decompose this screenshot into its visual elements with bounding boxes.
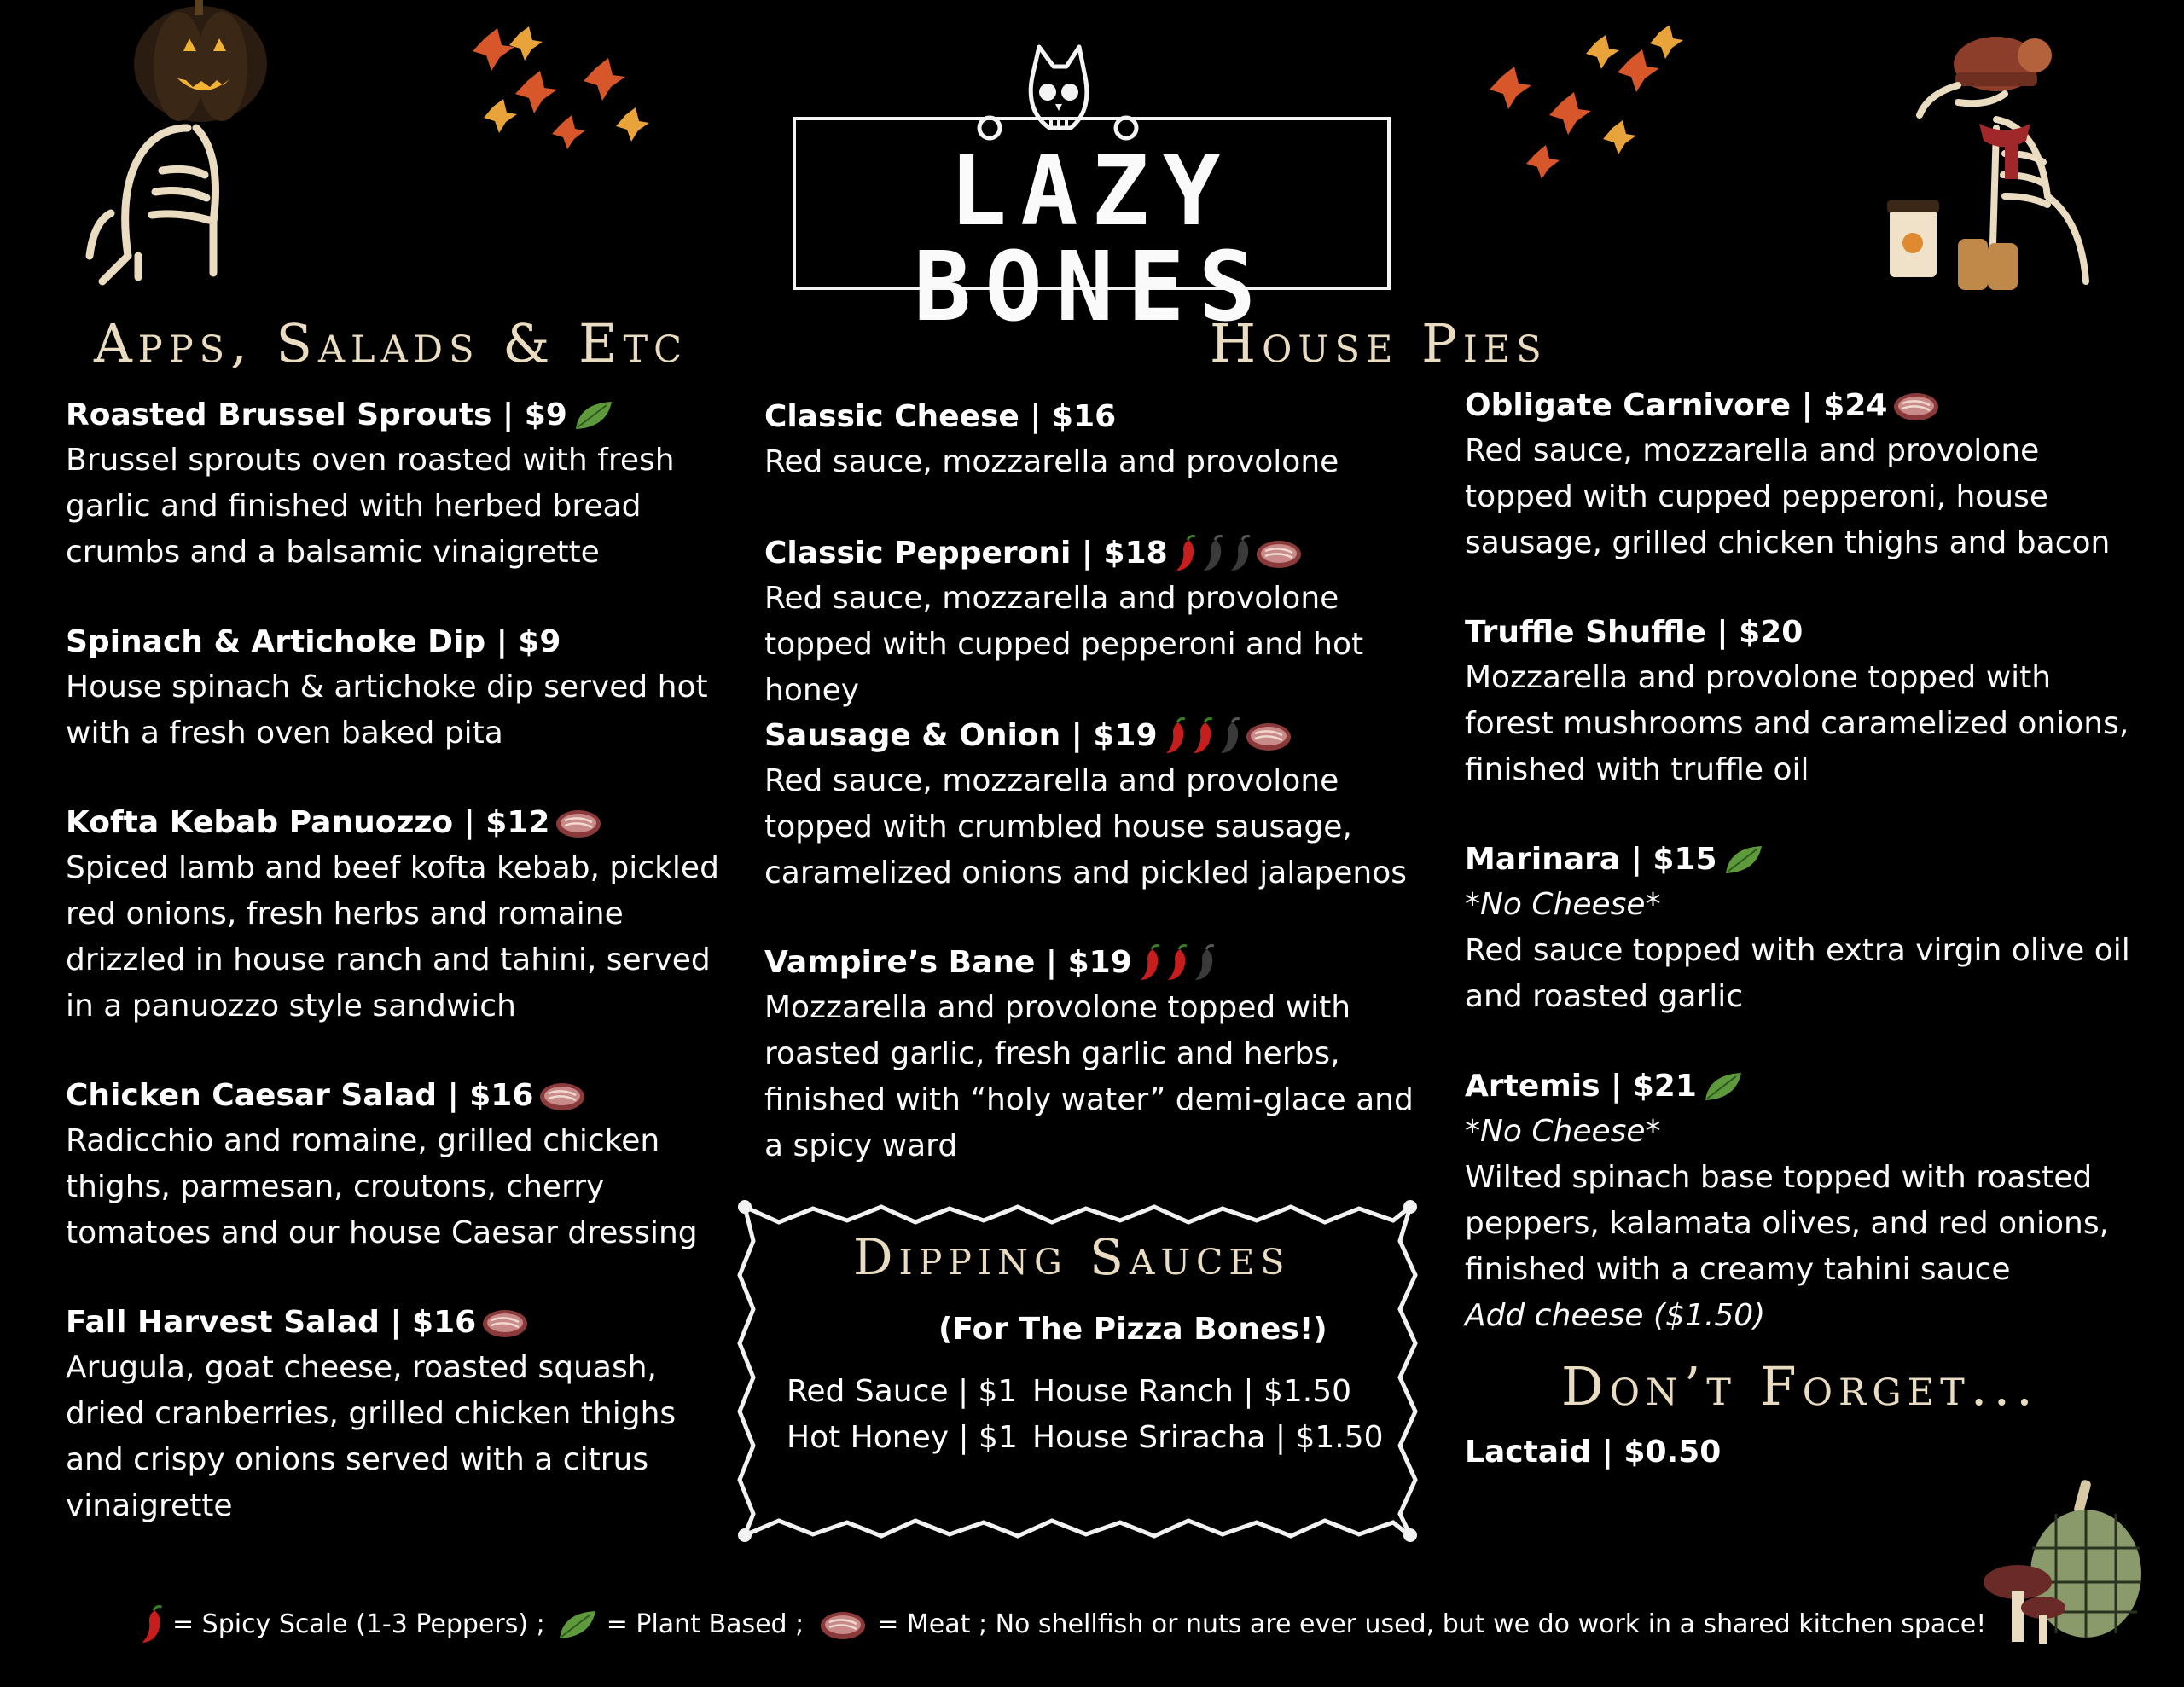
item-title: Artemis | $21 <box>1465 1069 1697 1104</box>
chili-pepper-icon <box>136 1605 167 1644</box>
meat-icon <box>538 1080 586 1112</box>
item-title: Classic Pepperoni | $18 <box>764 536 1168 571</box>
menu-item-marinara <box>1465 838 2139 1064</box>
pumpkin-mushroom-illustration <box>1979 1463 2150 1650</box>
menu-item-sausage-onion <box>764 714 1438 941</box>
item-title: Vampire’s Bane | $19 <box>764 945 1132 980</box>
menu-item-spinach-dip <box>66 620 731 801</box>
item-description: Brussel sprouts oven roasted with fresh garlic and finished with herbed bread crumbs and a balsamic vinaigrette <box>66 443 675 570</box>
legend-spicy-text: = Spicy Scale (1-3 Peppers) ; <box>172 1609 545 1639</box>
house-pies-section-title: House Pies <box>1210 312 1548 374</box>
menu-item-fall-harvest <box>66 1301 731 1529</box>
apps-column <box>66 393 731 1529</box>
item-description: Spiced lamb and beef kofta kebab, pickled red onions, fresh herbs and romaine drizzled in house ranch and tahini, served in a panuozzo style sandwich <box>66 850 719 1023</box>
item-note: *No Cheese* <box>1465 1114 1661 1149</box>
sauce-item: Red Sauce | $1 <box>787 1374 1018 1409</box>
item-title: Truffle Shuffle | $20 <box>1465 615 1804 650</box>
item-title: Marinara | $15 <box>1465 842 1717 877</box>
sauce-list-left <box>787 1369 1018 1461</box>
pies-column-left <box>764 395 1438 1169</box>
chili-pepper-icon <box>1163 717 1188 755</box>
legend-plant-text: = Plant Based ; <box>606 1609 804 1639</box>
meat-icon <box>1245 720 1292 752</box>
item-title: Kofta Kebab Panuozzo | $12 <box>66 805 550 840</box>
item-title: Classic Cheese | $16 <box>764 399 1117 434</box>
logo-title: LAZY BONES <box>913 136 1270 343</box>
item-description: Red sauce, mozzarella and provolone <box>764 444 1339 479</box>
sauce-item: House Sriracha | $1.50 <box>1032 1420 1384 1455</box>
item-description: Red sauce topped with extra virgin olive oil and roasted garlic <box>1465 933 2130 1014</box>
apps-section-title: Apps, Salads & Etc <box>94 312 688 374</box>
menu-item-obligate-carnivore <box>1465 384 2139 611</box>
leaf-icon <box>572 398 615 432</box>
dipping-sauces-subtitle: (For The Pizza Bones!) <box>938 1312 1327 1347</box>
autumn-leaves-illustration <box>468 21 664 171</box>
chili-pepper-icon <box>1165 944 1190 982</box>
menu-item-truffle-shuffle <box>1465 611 2139 838</box>
leaf-icon <box>1722 843 1765 877</box>
cozy-skeleton-dog-illustration <box>1877 26 2107 299</box>
chili-pepper-outline-icon <box>1217 717 1243 755</box>
item-addon: Add cheese ($1.50) <box>1465 1298 1766 1333</box>
meat-icon <box>1255 537 1303 570</box>
chili-pepper-icon <box>1190 717 1216 755</box>
dont-forget-section-title: Don’t Forget... <box>1561 1355 2039 1417</box>
menu-item-classic-cheese <box>764 395 1438 531</box>
item-description: Arugula, goat cheese, roasted squash, dried cranberries, grilled chicken thighs and crispy onions served with a citrus vinaigrette <box>66 1350 677 1523</box>
leaf-icon <box>1702 1070 1745 1104</box>
item-description: Red sauce, mozzarella and provolone topped with cupped pepperoni, house sausage, grilled chicken thighs and bacon <box>1465 433 2111 560</box>
dipping-sauces-title: Dipping Sauces <box>853 1228 1291 1286</box>
item-title: Sausage & Onion | $19 <box>764 718 1158 753</box>
item-description: House spinach & artichoke dip served hot with a fresh oven baked pita <box>66 670 708 751</box>
item-description: Red sauce, mozzarella and provolone topped with cupped pepperoni and hot honey <box>764 581 1364 708</box>
lactaid-item: Lactaid | $0.50 <box>1465 1435 1722 1470</box>
chili-pepper-icon <box>1173 535 1199 572</box>
item-description: Wilted spinach base topped with roasted peppers, kalamata olives, and red onions, finished with a creamy tahini sauce <box>1465 1160 2110 1287</box>
logo-frame <box>793 117 1391 343</box>
chili-pepper-icon <box>1137 944 1163 982</box>
item-description: Red sauce, mozzarella and provolone topped with crumbled house sausage, caramelized onions and pickled jalapenos <box>764 763 1407 890</box>
legend-meat-text: = Meat ; No shellfish or nuts are ever used, but we do work in a shared kitchen space! <box>877 1609 1987 1639</box>
meat-icon <box>481 1307 529 1339</box>
item-title: Roasted Brussel Sprouts | $9 <box>66 397 567 432</box>
autumn-leaves-illustration-right <box>1484 26 1689 179</box>
sauce-item: Hot Honey | $1 <box>787 1420 1018 1455</box>
menu-item-chicken-caesar <box>66 1074 731 1301</box>
sauce-item: House Ranch | $1.50 <box>1032 1374 1352 1409</box>
item-title: Spinach & Artichoke Dip | $9 <box>66 624 561 659</box>
meat-icon <box>817 1609 868 1641</box>
menu-item-artemis <box>1465 1064 2139 1339</box>
item-description: Mozzarella and provolone topped with forest mushrooms and caramelized onions, finished with truffle oil <box>1465 660 2129 787</box>
item-title: Obligate Carnivore | $24 <box>1465 388 1888 423</box>
sauce-list-right <box>1032 1369 1384 1461</box>
item-note: *No Cheese* <box>1465 887 1661 922</box>
menu-item-brussel-sprouts <box>66 393 731 620</box>
chili-pepper-outline-icon <box>1192 944 1217 982</box>
item-title: Fall Harvest Salad | $16 <box>66 1305 477 1340</box>
pumpkin-skeleton-dog-illustration <box>60 0 282 290</box>
meat-icon <box>1892 390 1940 422</box>
menu-item-kofta-kebab <box>66 801 731 1074</box>
pies-column-right <box>1465 384 2139 1339</box>
chili-pepper-outline-icon <box>1200 535 1226 572</box>
menu-item-vampires-bane <box>764 941 1438 1169</box>
menu-item-classic-pepperoni <box>764 531 1438 714</box>
item-description: Mozzarella and provolone topped with roasted garlic, fresh garlic and herbs, finished with “holy water” demi-glace and a spicy ward <box>764 990 1414 1163</box>
item-title: Chicken Caesar Salad | $16 <box>66 1078 534 1113</box>
meat-icon <box>555 807 602 839</box>
item-description: Radicchio and romaine, grilled chicken thighs, parmesan, croutons, cherry tomatoes and our house Caesar dressing <box>66 1123 698 1250</box>
chili-pepper-outline-icon <box>1228 535 1253 572</box>
legend-footer <box>136 1603 1986 1646</box>
leaf-icon <box>554 1608 601 1642</box>
